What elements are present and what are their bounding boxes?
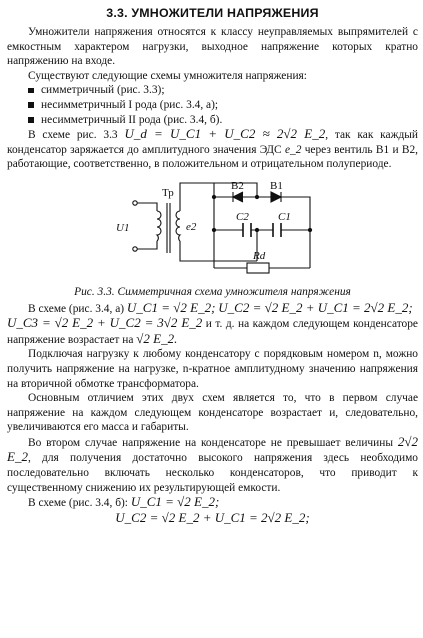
label-u1: U1 xyxy=(116,221,130,234)
scheme-34a-paragraph-cont xyxy=(7,316,418,347)
second-case-paragraph xyxy=(7,435,418,495)
label-e2: e2 xyxy=(186,220,197,233)
difference-paragraph: Основным отличием этих двух схем является то, что в первом случае напряжение на каждом следующем конденсаторе возрастает и, следовательно, увеличиваются его масса и габариты. xyxy=(7,392,418,434)
schemes-lead: Существуют следующие схемы умножителя напряжения: xyxy=(28,69,307,82)
scheme-34a-formula-3: U_C3 = √2 E_2 + U_C2 = 3√2 E_2 xyxy=(7,315,203,331)
label-b2: B2 xyxy=(231,179,244,192)
scheme-33-formula: U_d = U_C1 + U_C2 ≈ 2√2 E_2 xyxy=(124,126,326,142)
junction-dot xyxy=(308,228,311,231)
load-paragraph: Подключая нагрузку к любому конденсатору с порядковым номером n, можно получить напряжение на нагрузке, n-кратное амплитудному значению напряжения на вторичной обмотке трансформатора. xyxy=(7,348,418,390)
scheme-34a-step: √2 E_2. xyxy=(136,330,178,346)
scheme-34a-lead: В схеме (рис. 3.4, а) xyxy=(28,302,125,315)
scheme-33-paragraph xyxy=(7,127,418,172)
primary-terminal-bottom xyxy=(133,247,137,251)
label-rd: Rd xyxy=(253,249,266,262)
circuit-diagram xyxy=(7,173,418,285)
primary-leads xyxy=(137,203,157,249)
scheme-34b-formula-2: U_C2 = √2 E_2 + U_C1 = 2√2 E_2; xyxy=(115,509,310,525)
circuit-figure xyxy=(7,173,418,285)
junction-dot xyxy=(255,195,258,198)
scheme-34a-formula-1: U_C1 = √2 E_2; xyxy=(126,299,216,315)
secondary-winding xyxy=(176,211,180,241)
figure-caption: Рис. 3.3. Симметричная схема умножителя напряжения xyxy=(74,285,351,298)
scheme-34a-text: и т. д. на каждом следующем конденсаторе напряжение возрастает на xyxy=(7,318,418,346)
label-b1: B1 xyxy=(270,179,283,192)
intro-paragraph: Умножители напряжения относятся к классу неуправляемых выпрямителей с емкостным характером нагрузки, выходное напряжение которых кратно напряжению на входе. xyxy=(7,26,418,68)
second-case-text: , для получения достаточно высокого напряжения здесь необходимо последовательно включать несколько конденсаторов, что приводит к существенному снижению их результирующей емкости. xyxy=(7,452,418,494)
second-case-value: 2√2 E_2 xyxy=(7,433,418,465)
schemes-list xyxy=(7,83,418,127)
primary-winding xyxy=(157,211,161,241)
wire xyxy=(281,197,310,268)
scheme-33-lead: В схеме рис. 3.3 xyxy=(28,129,118,142)
emf-symbol: e_2 xyxy=(284,143,302,156)
second-case-lead: Во втором случае напряжение на конденсаторе не превышает величины xyxy=(28,436,394,449)
junction-dot xyxy=(212,228,215,231)
scheme-34b-formula-line xyxy=(7,511,418,527)
scheme-34b-paragraph xyxy=(7,495,418,511)
list-item: несимметричный I рода (рис. 3.4, а); xyxy=(28,98,418,113)
scheme-34a-formula-2: U_C2 = √2 E_2 + U_C1 = 2√2 E_2; xyxy=(218,299,413,315)
list-item: симметричный (рис. 3.3); xyxy=(28,83,418,98)
label-c1: C1 xyxy=(278,210,291,223)
scheme-34b-lead: В схеме (рис. 3.4, б): xyxy=(28,497,128,510)
scheme-33-text-2: через вентиль B1 и B2, работающие, соответственно, в положительном и отрицательном полупериоде. xyxy=(7,143,418,171)
scheme-34a-paragraph xyxy=(7,301,418,317)
label-transformer: Тр xyxy=(162,186,174,199)
scheme-33-text-1: , так как каждый конденсатор заряжается до амплитудного значения ЭДС xyxy=(7,129,418,156)
primary-terminal-top xyxy=(133,201,137,205)
diode-b1-symbol xyxy=(271,192,281,202)
load-resistor xyxy=(247,263,269,273)
junction-dot xyxy=(212,195,215,198)
label-c2: C2 xyxy=(236,210,249,223)
junction-dot xyxy=(255,228,258,231)
page xyxy=(7,0,418,526)
list-item: несимметричный II рода (рис. 3.4, б). xyxy=(28,113,418,128)
diode-b2-symbol xyxy=(233,192,243,202)
scheme-34b-formula-1: U_C1 = √2 E_2; xyxy=(130,494,220,510)
section-title: 3.3. УМНОЖИТЕЛИ НАПРЯЖЕНИЯ xyxy=(106,6,319,20)
